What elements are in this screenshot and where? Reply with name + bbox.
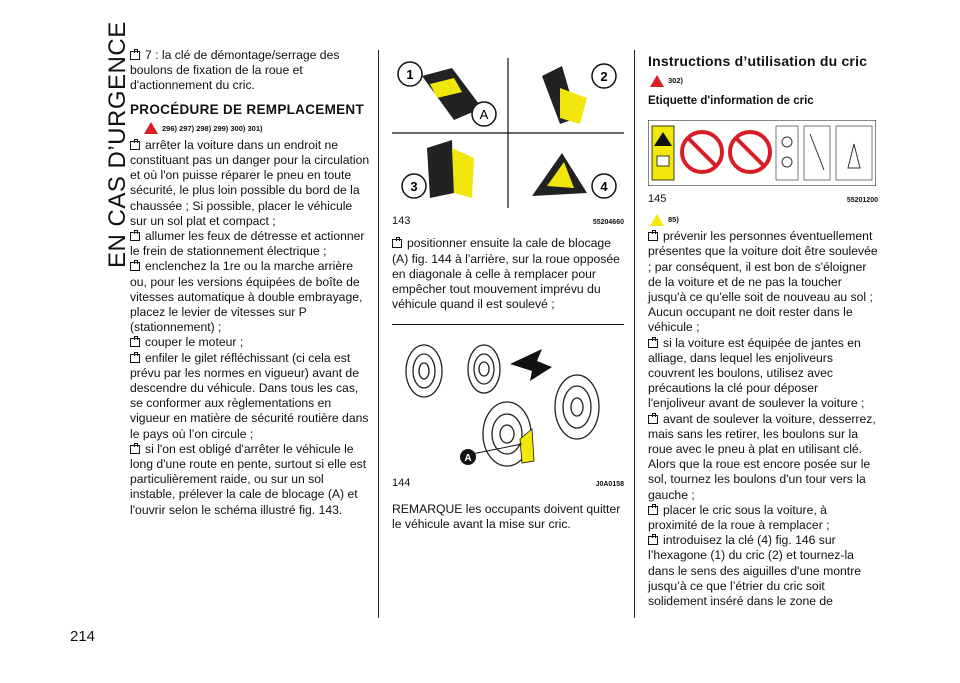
- bullet-icon: [130, 232, 140, 241]
- column-divider: [634, 50, 635, 618]
- bullet-icon: [648, 415, 658, 424]
- column-divider: [378, 50, 379, 618]
- fig-label: 2: [600, 69, 608, 84]
- figure-144: [392, 329, 624, 491]
- list-item: introduisez la clé (4) fig. 146 sur l’hexagone (1) du cric (2) et tournez-la dans le sens des aiguilles d'une montre jusqu’à ce que l’étrier du cric soit solidement inséré dans le zone de: [648, 533, 862, 609]
- figure-code: J0A0158: [595, 480, 624, 488]
- list-item: si la voiture est équipée de jantes en alliage, dans lequel les enjoliveurs couvrent les boulons, utilisez avec précautions la clé pour déposer l'enjoliveur avant de soulever la voiture ;: [648, 335, 865, 411]
- column-3: [648, 48, 878, 609]
- list-item: arrêter la voiture dans un endroit ne constituant pas un danger pour la circulation et où l'on puisse réparer le pneu en toute sécurité, le plus loin possible du bord de la chaussée ; Si possible, placer le véhicule sur un sol plat et compact ;: [130, 137, 370, 228]
- column-2: [392, 48, 624, 532]
- figure-rule: [392, 324, 624, 325]
- list-item: avant de soulever la voiture, desserrez, mais sans les retirer, les boulons sur la roue avec le pneu à plat en utilisant clé. Alors que la roue est encore posée sur le sol, tournez les boulons d'un tour vers la gauche ;: [648, 411, 876, 502]
- list-item: enclenchez la 1re ou la marche arrière ou, pour les versions équipées de boîte de vitesses automatique à double embrayage, placez le levier de vitesses sur P (stationnement) ;: [130, 259, 363, 335]
- fig-label: 1: [406, 67, 414, 82]
- chock-panel-2: [542, 64, 616, 124]
- arrow-icon: [510, 349, 552, 381]
- figure-145: [648, 120, 878, 208]
- chock-panel-1: [398, 62, 496, 126]
- section-heading: PROCÉDURE DE REMPLACEMENT: [130, 101, 365, 117]
- procedure-list: [130, 138, 370, 518]
- list-item: positionner ensuite la cale de blocage (A) fig. 144 à l'arrière, sur la roue opposée en diagonale à celle à remplacer pour empêcher tout mouvement imprévu du véhicule quand il est soulevé ;: [392, 236, 620, 312]
- fig-label: A: [479, 107, 489, 122]
- page-number: 214: [70, 628, 96, 645]
- chock-panel-4: [532, 153, 616, 198]
- chock-panel-3: [402, 140, 474, 198]
- figure-caption: [392, 476, 624, 492]
- bullet-icon: [130, 51, 140, 60]
- fig-label: A: [464, 453, 472, 465]
- fig-label: 3: [410, 179, 418, 194]
- bullet-icon: [648, 536, 658, 545]
- note-paragraph: REMARQUE les occupants doivent quitter le véhicule avant la mise sur cric.: [392, 501, 621, 532]
- jack-instructions-list: [648, 229, 878, 609]
- bullet-icon: [130, 354, 140, 363]
- list-item: enfiler le gilet réfléchissant (ci cela est prévu par les normes en vigueur) avant de descendre du véhicule. Dans tous les cas, se conformer aux règlementations en vigueur en matière de sécurité routière dans le pays où l’on circule ;: [130, 350, 369, 441]
- list-item: prévenir les personnes éventuellement présentes que la voiture doit être soulevée ; par conséquent, il est bon de s'éloigner de la voiture et de ne pas la toucher jusqu'à ce qu'elle soit de nouveau au sol ; Aucun occupant ne doit rester dans le véhicule ;: [648, 229, 878, 335]
- figure-code: 55201200: [846, 196, 878, 204]
- fig-label: 4: [600, 179, 608, 194]
- bullet-icon: [130, 338, 140, 347]
- bullet-icon: [392, 239, 402, 248]
- list-item: si l'on est obligé d'arrêter le véhicule le long d'une route en pente, surtout si elle est particulièrement raide, ou sur un sol instable, prélever la cale de blocage (A) et l'ouvrir selon le schéma illustré fig. 143.: [130, 441, 367, 517]
- wheels-with-chock-illustration: [392, 329, 624, 469]
- caution-icon: [650, 214, 664, 226]
- bullet-icon: [648, 339, 658, 348]
- warning-references: 85): [650, 212, 878, 227]
- section-heading: Instructions d’utilisation du cric: [648, 53, 868, 69]
- figure-caption: [392, 214, 624, 230]
- intro-paragraph: 7 : la clé de démontage/serrage des boulons de fixation de la roue et d'actionnement du cric.: [130, 48, 340, 93]
- figure-number: 145: [648, 192, 667, 205]
- warning-icon: [650, 75, 664, 87]
- wheel-chock-illustration: [392, 58, 624, 208]
- bullet-icon: [130, 141, 140, 150]
- list-item: couper le moteur ;: [130, 335, 370, 350]
- list-item: allumer les feux de détresse et actionner le frein de stationnement électrique ;: [130, 229, 365, 259]
- figure-number: 143: [392, 215, 411, 228]
- figure-number: 144: [392, 476, 411, 489]
- subsection-heading: Etiquette d'information de cric: [648, 95, 814, 108]
- warning-references: 296) 297) 298) 299) 300) 301): [144, 121, 370, 136]
- warning-references: 302): [650, 73, 878, 88]
- bullet-icon: [130, 445, 140, 454]
- bullet-icon: [648, 232, 658, 241]
- column-1: [130, 48, 370, 518]
- side-section-title: [56, 21, 131, 268]
- bullet-icon: [648, 506, 658, 515]
- figure-code: 55204660: [592, 219, 624, 227]
- jack-label-illustration: [648, 120, 876, 186]
- figure-caption: [648, 192, 878, 208]
- list-item: placer le cric sous la voiture, à proximité de la roue à remplacer ;: [648, 502, 830, 533]
- side-title-text: EN CAS D’URGENCE: [104, 21, 131, 268]
- bullet-icon: [130, 262, 140, 271]
- figure-143: [392, 58, 624, 230]
- warning-icon: [144, 122, 158, 134]
